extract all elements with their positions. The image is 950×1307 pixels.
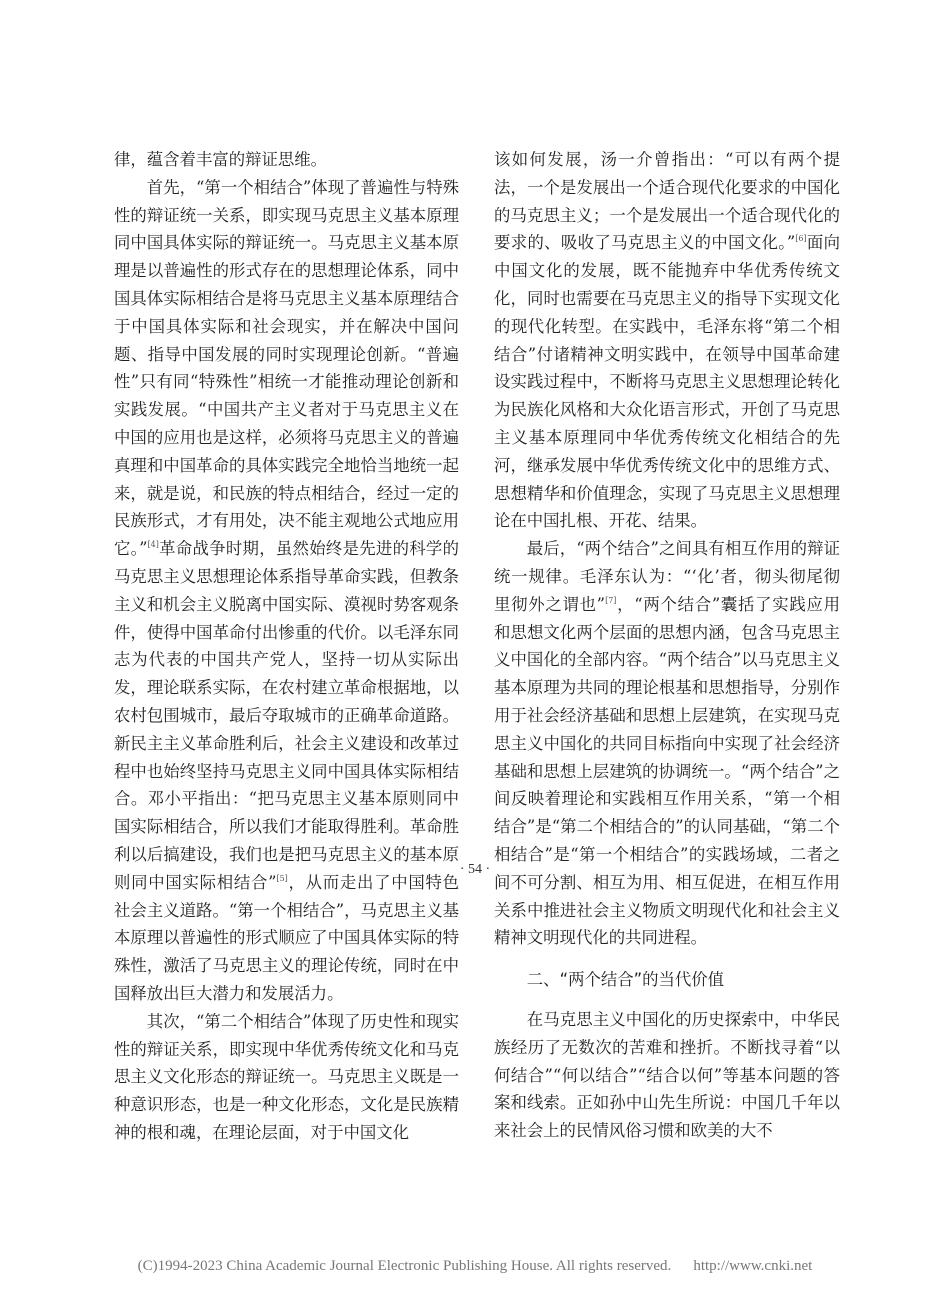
citation-ref: [5] [276, 873, 288, 883]
paragraph [494, 535, 840, 952]
copyright-notice: (C)1994-2023 China Academic Journal Electronic Publishing House. All rights reserved. [137, 1258, 672, 1274]
text-run: 该如何发展，汤一介曾指出：“可以有两个提法，一个是发展出一个适合现代化要求的中国化的马克思主义；一个是发展出一个适合现代化的要求的、吸收了马克思主义的中国文化。” [494, 150, 840, 253]
section-heading: 二、“两个结合”的当代价值 [526, 970, 725, 990]
text-run: 最后，“两个结合”之间具有相互作用的辩证统一规律。毛泽东认为：“‘化’者，彻头彻尾彻里彻外之谓也” [494, 539, 840, 614]
left-column [114, 146, 459, 1147]
citation-ref: [4] [147, 540, 159, 550]
footer [0, 1258, 950, 1275]
right-column [494, 146, 840, 1145]
text-run: ，从而走出了中国特色社会主义道路。“第一个相结合”，马克思主义基本原理以普遍性的形式顺应了中国具体实际的特殊性，激活了马克思主义的理论传统，同时在中国释放出巨大潜力和发展活力。 [114, 872, 459, 1003]
text-run: 革命战争时期，虽然始终是先进的科学的马克思主义思想理论体系指导革命实践，但教条主义和机会主义脱离中国实际、漠视时势客观条件，使得中国革命付出惨重的代价。以毛泽东同志为代表的中国共产党人，坚持一切从实际出发，理论联系实际，在农村建立革命根据地，以农村包围城市，最后夺取城市的正确革命道路。新民主主义革命胜利后，社会主义建设和改革过程中也始终坚持马克思主义同中国具体实际相结合。邓小平指出：“把马克思主义基本原则同中国实际相结合，所以我们才能取得胜利。革命胜利以后搞建设，我们也是把马克思主义的基本原则同中国实际相结合” [114, 539, 459, 892]
paragraph: 其次，“第二个相结合”体现了历史性和现实性的辩证关系，即实现中华优秀传统文化和马克思主义文化形态的辩证统一。马克思主义既是一种意识形态，也是一种文化形态，文化是民族精神的根和魂，在理论层面，对于中国文化 [114, 1011, 459, 1142]
paragraph [494, 146, 840, 535]
citation-ref: [7] [605, 595, 617, 605]
paragraph: 律，蕴含着丰富的辩证思维。 [114, 150, 328, 169]
paragraph [114, 174, 459, 1008]
page-number: · 54 · [459, 862, 491, 877]
text-run: 面向中国文化的发展，既不能抛弃中华优秀传统文化，同时也需要在马克思主义的指导下实现文化的现代化转型。在实践中，毛泽东将“第二个相结合”付诸精神文明实践中，在领导中国革命建设实践过程中，不断将马克思主义思想理论转化为民族化风格和大众化语言形式，开创了马克思主义基本原理同中华优秀传统文化相结合的先河，继承发展中华优秀传统文化中的思维方式、思想精华和价值理念，实现了马克思主义思想理论在中国扎根、开花、结果。 [494, 233, 840, 531]
citation-ref: [6] [795, 234, 807, 244]
footer-url[interactable]: http://www.cnki.net [693, 1258, 813, 1274]
paragraph: 在马克思主义中国化的历史探索中，中华民族经历了无数次的苦难和挫折。不断找寻着“以何结合”“何以结合”“结合以何”等基本问题的答案和线索。正如孙中山先生所说：中国几千年以来社会上的民情风俗习惯和欧美的大不 [494, 1009, 840, 1141]
text-run: 首先，“第一个相结合”体现了普遍性与特殊性的辩证统一关系，即实现马克思主义基本原理同中国具体实际的辩证统一。马克思主义基本原理是以普遍性的形式存在的思想理论体系，同中国具体实际相结合是将马克思主义基本原理结合于中国具体实际和社会现实，并在解决中国问题、指导中国发展的同时实现理论创新。“普遍性”只有同“特殊性”相统一才能推动理论创新和实践发展。“中国共产主义者对于马克思主义在中国的应用也是这样，必须将马克思主义的普遍真理和中国革命的具体实践完全地恰当地统一起来，就是说，和民族的特点相结合，经过一定的民族形式，才有用处，决不能主观地公式地应用它。” [114, 177, 459, 559]
text-run: ，“两个结合”囊括了实践应用和思想文化两个层面的思想内涵，包含马克思主义中国化的全部内容。“两个结合”以马克思主义基本原理为共同的理论根基和思想指导，分别作用于社会经济基础和思想上层建筑，在实现马克思主义中国化的共同目标指向中实现了社会经济基础和思想上层建筑的协调统一。“两个结合”之间反映着理论和实践相互作用关系，“第一个相结合”是“第二个相结合的”的认同基础，“第二个相结合”是“第一个相结合”的实践场域，二者之间不可分割、相互为用、相互促进，在相互作用关系中推进社会主义物质文明现代化和社会主义精神文明现代化的共同进程。 [494, 594, 840, 948]
